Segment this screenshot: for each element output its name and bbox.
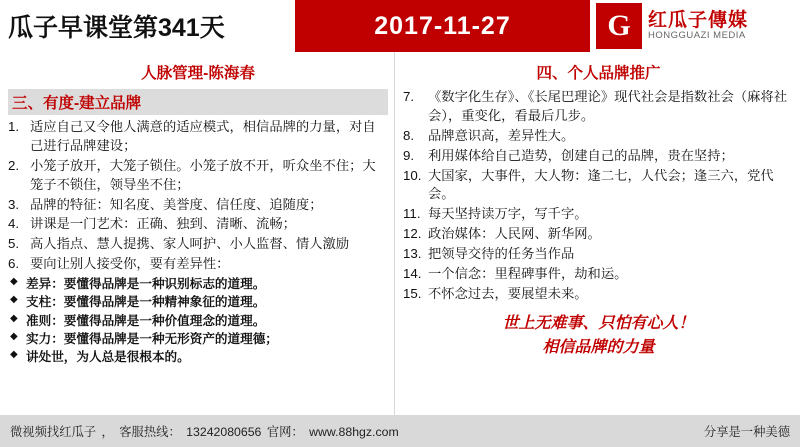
left-subtitle: 人脉管理-陈海春 — [141, 65, 255, 82]
list-item: ◆ 准则：要懂得品牌是一种价值理念的道理。 — [8, 312, 388, 330]
header-date: 2017-11-27 — [374, 11, 511, 40]
logo-name-cn: 红瓜子傳媒 — [648, 10, 749, 32]
footer-service-phone: 13242080656 — [186, 425, 262, 439]
list-item: 要向让别人接受你，要有差异性： — [30, 256, 230, 272]
footer-sep-1: ， — [101, 425, 114, 439]
list-item: 把领导交待的任务当作品 — [428, 246, 575, 261]
list-item: 小笼子放开，大笼子锁住。小笼子放不开，听众坐不住；大笼子不锁住，领导坐不住； — [30, 157, 376, 192]
footer-service-label: 客服热线： — [119, 425, 181, 439]
right-column — [395, 52, 800, 415]
list-item: ◆ 支柱：要懂得品牌是一种精神象征的道理。 — [8, 293, 388, 311]
list-item: 《数字化生存》、《长尾巴理论》现代社会是指数社会（麻将社会），重变化，看最后几步。 — [428, 89, 788, 123]
list-item: 高人指点、慧人提携、家人呵护、小人监督、情人激励 — [30, 236, 350, 252]
list-item: 讲课是一门艺术：正确、独到、清晰、流畅； — [30, 216, 296, 232]
footer-site-link[interactable]: www.88hgz.com — [309, 425, 399, 439]
list-item: ◆ 实力：要懂得品牌是一种无形资产的道理德； — [8, 330, 388, 348]
list-item: 品牌意识高，差异性大。 — [428, 127, 575, 143]
footer-right-text: 分享是一种美德 — [703, 425, 790, 439]
list-item: ◆ 差异：要懂得品牌是一种识别标志的道理。 — [8, 275, 388, 293]
right-list — [403, 88, 794, 304]
list-item: ◆ 讲处世，为人总是很根本的。 — [8, 348, 388, 366]
list-item: 利用媒体给自己造势，创建自己的品牌，贵在坚持； — [428, 147, 734, 163]
logo-mark-icon: G — [596, 3, 642, 49]
slogan — [403, 312, 794, 360]
footer-brand-label: 微视频找红瓜子 — [10, 425, 97, 439]
list-item: 每天坚持读万字，写千字。 — [428, 206, 588, 222]
slogan-line-1: 世上无难事、只怕有心人！ — [502, 314, 695, 332]
logo-text — [648, 11, 748, 41]
logo-name-en: HONGGUAZI MEDIA — [648, 29, 746, 41]
footer-left — [10, 422, 399, 440]
list-item: 不怀念过去，要展望未来。 — [428, 285, 588, 301]
left-list — [8, 118, 388, 274]
list-item: 政治媒体：人民网、新华网。 — [428, 226, 601, 242]
left-sub-list — [8, 275, 388, 366]
page-title: 瓜子早课堂第341天 — [8, 14, 225, 42]
header-date-banner — [295, 0, 590, 52]
list-item: 一个信念：里程碑事件，劫和运。 — [428, 265, 628, 281]
left-column — [0, 52, 395, 415]
right-section-heading: 四、个人品牌推广 — [536, 65, 661, 82]
content-body — [0, 52, 800, 415]
footer-site-label: 官网： — [266, 425, 304, 439]
brand-logo — [590, 0, 800, 52]
page-header — [0, 0, 800, 52]
list-item: 品牌的特征：知名度、美誉度、信任度、追随度； — [30, 196, 323, 212]
left-section-heading: 三、有度-建立品牌 — [8, 89, 388, 115]
slogan-line-2: 相信品牌的力量 — [542, 338, 655, 356]
list-item: 适应自己又令他人满意的适应模式，相信品牌的力量，对自己进行品牌建设； — [30, 119, 376, 153]
list-item: 大国家，大事件，大人物：逢二七，人代会；逢三六，党代会。 — [428, 167, 774, 202]
page-footer — [0, 415, 800, 447]
header-title-area — [0, 0, 295, 52]
